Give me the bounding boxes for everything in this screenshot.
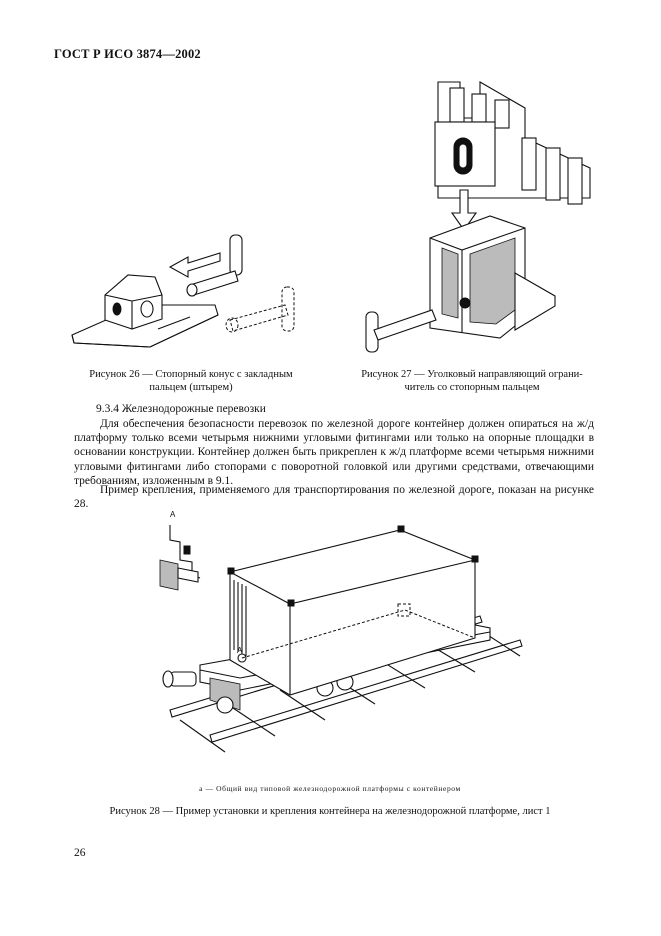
- page-number: 26: [74, 847, 86, 859]
- detail-label-a: А: [170, 510, 176, 519]
- figure-28-subcaption: а — Общий вид типовой железнодорожной платформы с контейнером: [199, 784, 461, 793]
- figure-26-drawing: [70, 225, 330, 355]
- figure-26-caption: [76, 368, 306, 394]
- figure-27-caption-line1: Рисунок 27 — Уголковый направляющий ограни-: [361, 369, 583, 380]
- figure-27-drawing: [350, 78, 600, 358]
- figure-28-drawing: [150, 520, 530, 770]
- paragraph-1: [74, 417, 594, 488]
- car-label-a: А: [237, 646, 243, 655]
- paragraph-2-text: Пример крепления, применяемого для транспортирования по железной дороге, показан на рисунке 28.: [74, 484, 594, 511]
- paragraph-1-text: Для обеспечения безопасности перевозок по железной дороге контейнер должен опираться на ж/д платформу только всеми четырьмя нижними угловыми фитингами или только на опорные площадки в основании конструкции. Контейнер должен быть прикреплен к ж/д платформе всеми четырьмя нижними угловыми фитингами либо стопорами с поворотной головкой или другими средствами, отвечающими требованиям, изложенным в 9.1.: [74, 418, 594, 487]
- figure-28-caption: Рисунок 28 — Пример установки и крепления контейнера на железнодорожной платформе, лист 1: [109, 806, 551, 817]
- paragraph-2: [74, 483, 594, 511]
- page-header: ГОСТ Р ИСО 3874—2002: [54, 47, 201, 61]
- figure-27-caption-line2: читель со стопорным пальцем: [404, 382, 540, 393]
- figure-27-caption: [352, 368, 592, 394]
- figure-26-caption-line1: Рисунок 26 — Стопорный конус с закладным: [89, 369, 293, 380]
- figure-26-caption-line2: пальцем (штырем): [149, 382, 233, 393]
- section-heading: 9.3.4 Железнодорожные перевозки: [96, 403, 266, 415]
